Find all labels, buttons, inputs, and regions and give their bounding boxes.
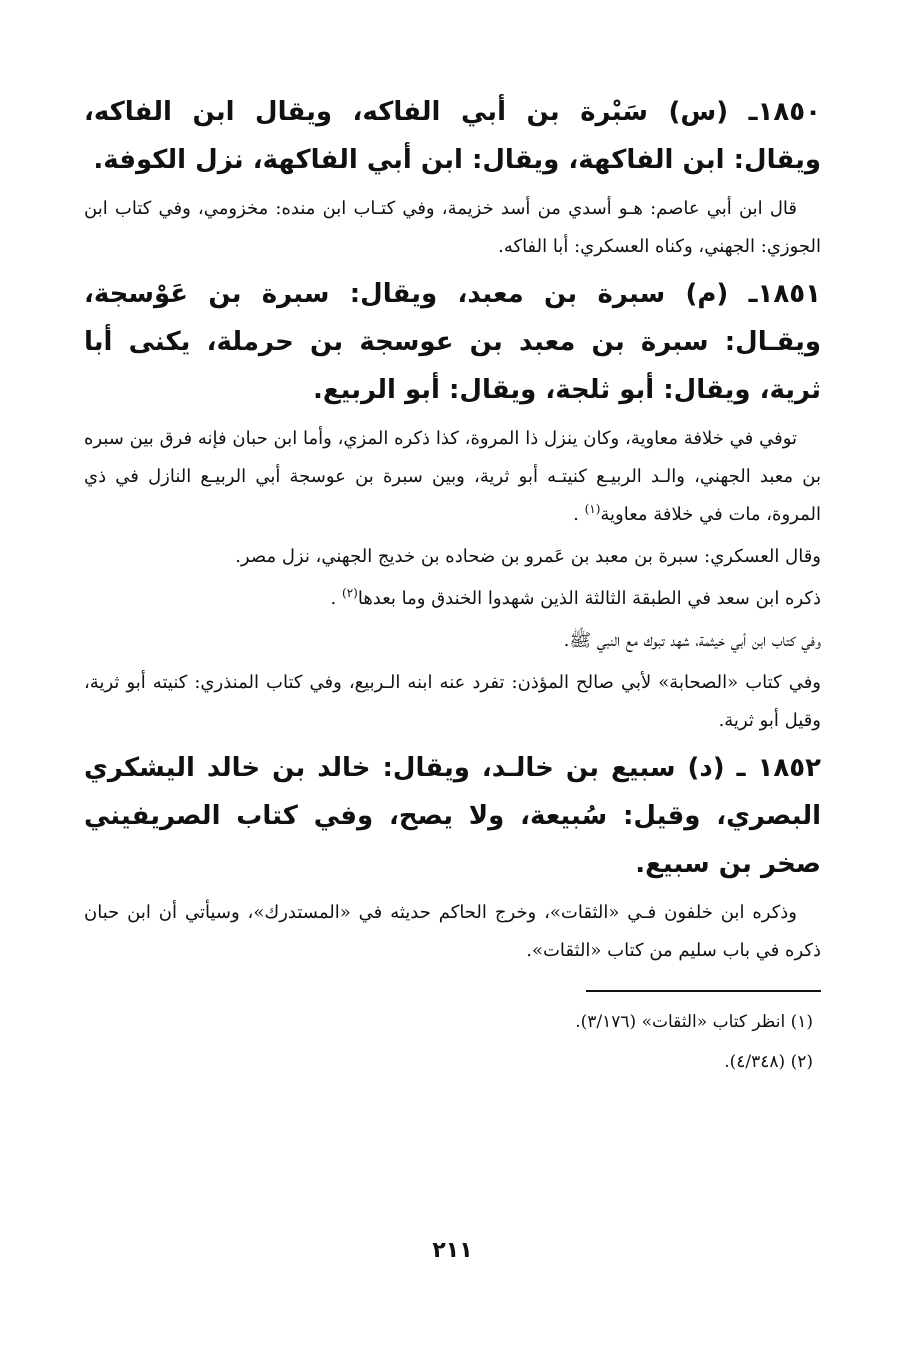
entry-heading: ١٨٥٢ ـ (د) سبيع بن خالـد، ويقال: خالد بن خالد اليشكري البصري، وقيل: سُبيعة، ولا يصح، وفي كتاب الصريفيني صخر بن سبيع. xyxy=(84,753,821,879)
entry-paragraph: قال ابن أبي عاصم: هـو أسدي من أسد خزيمة، وفي كتـاب ابن منده: مخزومي، وفي كتاب ابن الجوزي: الجهني، وكناه العسكري: أبا الفاكه. xyxy=(84,198,821,257)
entry-1850 xyxy=(84,88,821,266)
footnote-marker: (٢) xyxy=(342,586,358,600)
entry-paragraph: ذكره ابن سعد في الطبقة الثالثة الذين شهدوا الخندق وما بعدها$^{(٢)}$ . xyxy=(330,586,821,609)
footnote-marker: (١) xyxy=(584,502,601,516)
entry-1851 xyxy=(84,270,821,740)
footnote: (١) انظر كتاب «الثقات» (٣/١٧٦). xyxy=(575,1012,813,1032)
footnotes xyxy=(84,1002,821,1082)
entry-heading: ١٨٥١ـ (م) سبرة بن معبد، ويقال: سبرة بن عَوْسجة، ويقـال: سبرة بن معبد بن عوسجة بن حرملة، يكنى أبا ثرية، ويقال: أبو ثلجة، ويقال: أبو الربيع. xyxy=(84,279,821,405)
entry-paragraph: وفي كتاب «الصحابة» لأبي صالح المؤذن: تفرد عنه ابنه الـربيع، وفي كتاب المنذري: كنيته أبو ثرية، وقيل أبو ثرية. xyxy=(84,672,821,731)
entry-paragraph: وفي كتاب ابن أبي خيثمة، شهد تبوك مع النبي ﷺ. xyxy=(563,630,821,651)
footnote-divider xyxy=(586,990,821,992)
paragraph-text: توفي في خلافة معاوية، وكان ينزل ذا المروة، كذا ذكره المزي، وأما ابن حبان فإنه فرق بين سبره بن معبد الجهني، والـد الربيـع كنيتـه أبو ثرية، وبين سبرة بن عوسجة أبي الربيـع النازل في ذي المروة، مات في خلافة معاوية xyxy=(84,428,821,525)
entry-heading: ١٨٥٠ـ (س) سَبْرة بن أبي الفاكه، ويقال ابن الفاكه، ويقال: ابن الفاكهة، ويقال: ابن أبي الفاكهة، نزل الكوفة. xyxy=(84,97,821,175)
footnote: (٢) (٤/٣٤٨). xyxy=(724,1052,813,1072)
page-number: ٢١١ xyxy=(432,1238,473,1263)
paragraph-text: ذكره ابن سعد في الطبقة الثالثة الذين شهدوا الخندق وما بعدها xyxy=(357,588,821,609)
entry-paragraph: وقال العسكري: سبرة بن معبد بن عَمرو بن ضحاده بن خديج الجهني، نزل مصر. xyxy=(235,546,821,567)
entry-paragraph: وذكره ابن خلفون فـي «الثقات»، وخرج الحاكم حديثه في «المستدرك»، وسيأتي أن ابن حبان ذكره في باب سليم من كتاب «الثقات». xyxy=(84,902,821,961)
entry-1852 xyxy=(84,744,821,970)
entry-paragraph: توفي في خلافة معاوية، وكان ينزل ذا المروة، كذا ذكره المزي، وأما ابن حبان فإنه فرق بين سبره بن معبد الجهني، والـد الربيـع كنيتـه أبو ثرية، وبين سبرة بن عوسجة أبي الربيـع النازل في ذي المروة، مات في خلافة معاوية$^{(١)}$ . xyxy=(84,428,821,525)
